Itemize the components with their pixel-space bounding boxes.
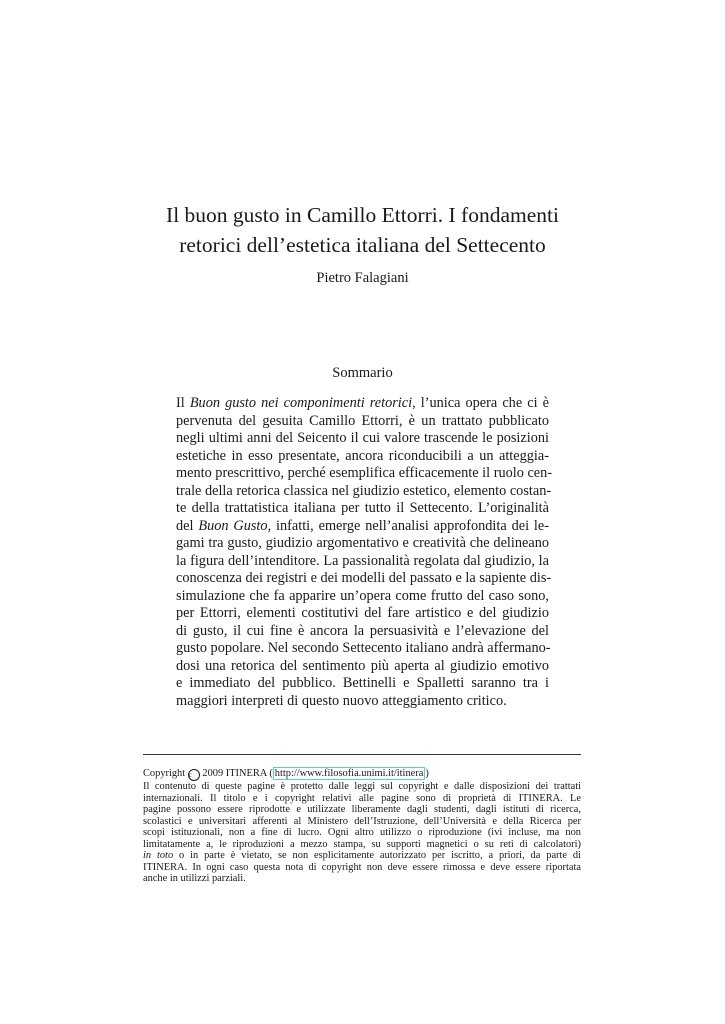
abstract-line: e immediato del pubblico. Bettinelli e Spalletti saranno tra i bbox=[176, 675, 549, 691]
abstract-heading: Sommario bbox=[332, 365, 393, 381]
title-line-1: Il buon gusto in Camillo Ettorri. I fondamenti bbox=[166, 203, 559, 227]
abstract-line: te della trattatistica italiana per tutto il Settecento. L’originalità bbox=[176, 500, 549, 516]
paper-title bbox=[100, 200, 625, 260]
abstract-line: negli ultimi anni del Seicento il cui valore trascende le posizioni bbox=[176, 430, 549, 446]
title-line-2: retorici dell’estetica italiana del Settecento bbox=[179, 233, 546, 257]
abstract-body bbox=[176, 395, 553, 710]
copyright-line: Copyright c 2009 ITINERA ( http://www.filosofia.unimi.it/itinera ) bbox=[143, 768, 429, 779]
copyright-notice bbox=[143, 768, 581, 885]
abstract-line: gusto popolare. Nel secondo Settecento italiano andrà affermano- bbox=[176, 640, 551, 656]
abstract-line: dosi una retorica del sentimento più aperta al giudizio emotivo bbox=[176, 657, 549, 674]
work-title-italic: Buon gusto nei componimenti retorici bbox=[189, 395, 413, 411]
abstract-line: gami tra gusto, giudizio argomentativo e creatività che delineano bbox=[176, 535, 549, 551]
notice-line: in toto o in parte è vietato, se non esplicitamente autorizzato per iscritto, a priori, da parte di bbox=[143, 850, 581, 861]
abstract-line: per Ettorri, elementi costitutivi del fare artistico e del giudizio bbox=[176, 605, 549, 621]
abstract-line: del Buon Gusto, infatti, emerge nell’analisi approfondita dei le- bbox=[176, 517, 549, 534]
abstract-line: maggiori interpreti di questo nuovo atteggiamento critico. bbox=[176, 692, 507, 709]
itinera-url-link[interactable]: http://www.filosofia.unimi.it/itinera bbox=[274, 768, 424, 779]
abstract-line: pervenuta del gesuita Camillo Ettorri, è un trattato pubblicato bbox=[176, 412, 549, 429]
abstract-line: mento prescrittivo, perché esemplifica efficacemente il ruolo cen- bbox=[176, 465, 553, 481]
notice-line: internazionali. Il titolo e i copyright relativi alle pagine sono di proprietà di ITINERA. Le bbox=[143, 792, 581, 804]
notice-line: ITINERA. In ogni caso questa nota di copyright non deve essere rimossa e deve essere riportata bbox=[143, 861, 581, 873]
notice-line: anche in utilizzi parziali. bbox=[143, 873, 246, 884]
notice-line: limitatamente a, le riproduzioni a mezzo stampa, su supporti magnetici o su reti di calcolatori) bbox=[143, 838, 581, 850]
footnote-divider bbox=[143, 754, 581, 755]
abstract-line: trale della retorica classica nel giudizio estetico, elemento costan- bbox=[176, 482, 552, 499]
notice-line: scolastici e universitari afferenti al Ministero dell’Istruzione, dell’Università e della Ricerca per bbox=[143, 815, 581, 827]
abstract-line: conoscenza dei registri e dei modelli del passato e la sapiente dis- bbox=[176, 570, 552, 586]
notice-line: pagine possono essere riprodotte e utilizzate liberamente dagli studenti, dagli istituti di ricerca, bbox=[143, 804, 581, 815]
abstract-line: Il Buon gusto nei componimenti retorici, l’unica opera che ci è bbox=[176, 395, 549, 411]
author-name: Pietro Falagiani bbox=[316, 270, 409, 286]
abstract-line: simulazione che fa apparire un’opera come frutto del caso sono, bbox=[176, 587, 549, 604]
copyright-icon: c bbox=[188, 769, 200, 781]
abstract-line: la figura dell’intenditore. La passionalità regolata dal giudizio, la bbox=[176, 552, 549, 569]
work-title-italic: Buon Gusto bbox=[198, 517, 268, 534]
notice-line: scopi istituzionali, non a fine di lucro. Ogni altro utilizzo o riproduzione (ivi incluse, ma non bbox=[143, 827, 581, 838]
notice-line: Il contenuto di queste pagine è protetto dalle leggi sul copyright e dalle disposizioni dei trattati bbox=[143, 781, 581, 792]
abstract-line: estetiche in esso presentate, ancora riconducibili a un atteggia- bbox=[176, 447, 549, 464]
in-toto-italic: in toto bbox=[143, 850, 174, 861]
abstract-line: di gusto, il cui fine è ancora la persuasività e l’elevazione del bbox=[176, 622, 549, 639]
